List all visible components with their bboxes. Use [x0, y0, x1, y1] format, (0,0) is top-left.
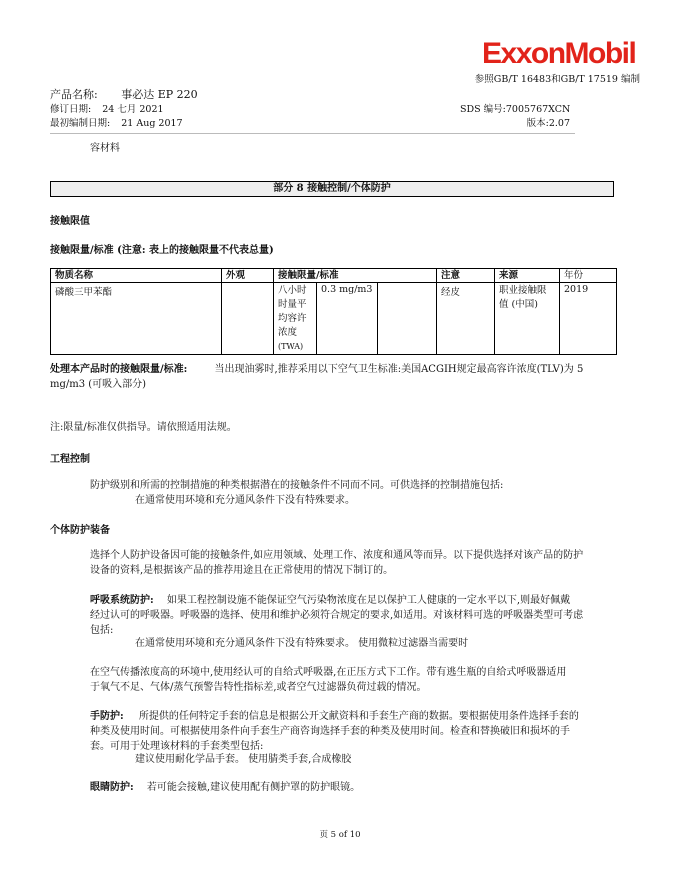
- cell-form: [222, 283, 274, 355]
- cell-limit-value: 0.3 mg/m3: [317, 283, 378, 355]
- eye-label: 眼睛防护:: [90, 782, 134, 793]
- exposure-limits-table: [50, 268, 617, 355]
- continued-text-fragment: 容材料: [90, 143, 120, 154]
- hand-line: 种类及使用时间。可根据使用条件向手套生产商咨询选择手套的种类及使用时间。检查和替换破旧和损坏的手: [90, 726, 570, 737]
- version-label: 版本:: [526, 118, 549, 129]
- handling-text: 当出现油雾时,推荐采用以下空气卫生标准:美国ACGIH规定最高容许浓度(TLV)为 5: [214, 364, 584, 375]
- cell-limit-type: [274, 283, 317, 355]
- logo-wordmark: ExxonMobil: [482, 37, 636, 70]
- table-header-row: [51, 269, 617, 283]
- col-substance: 物质名称: [51, 269, 222, 283]
- hand-line: 套。可用于处理该材料的手套类型包括:: [90, 741, 264, 752]
- revision-date-label: 修订日期:: [50, 104, 92, 115]
- glove-recommendation: 建议使用耐化学品手套。 使用腈类手套,合成橡胶: [135, 754, 352, 765]
- table-row: [51, 283, 617, 355]
- respiratory-protection: [90, 593, 640, 638]
- respiratory-label: 呼吸系统防护:: [90, 595, 154, 606]
- limit-type-line: (TWA): [278, 342, 304, 351]
- ppe-heading: 个体防护装备: [50, 525, 110, 536]
- col-note: 注意: [437, 269, 495, 283]
- header-divider: [50, 133, 575, 134]
- section-8-title: 部分 8 接触控制/个体防护: [50, 181, 614, 197]
- standards-reference: 参照GB/T 16483和GB/T 17519 编制: [474, 74, 640, 85]
- source-line: 职业接触限: [499, 285, 547, 296]
- product-name-label: 产品名称:: [50, 88, 98, 101]
- cell-note: 经皮: [437, 283, 495, 355]
- engineering-text: 防护级别和所需的控制措施的种类根据潜在的接触条件不同而不同。可供选择的控制措施包括:: [90, 480, 504, 491]
- limits-note: 注:限量/标准仅供指导。请依照适用法规。: [50, 422, 237, 433]
- handling-line-1: [50, 362, 635, 377]
- handling-label: 处理本产品时的接触限量/标准:: [50, 364, 188, 375]
- resp-line: [90, 593, 640, 608]
- product-name-value: 事必达 EP 220: [121, 88, 198, 101]
- eye-text: 若可能会接触,建议使用配有侧护罩的防护眼镜。: [146, 782, 361, 793]
- first-edition-date-label: 最初编制日期:: [50, 118, 111, 129]
- limit-type-line: 浓度: [278, 327, 298, 338]
- exxonmobil-logo: [482, 36, 642, 70]
- hand-text: 所提供的任何特定手套的信息是根据公开文献资料和手套生产商的数据。要根据使用条件选择手套的: [138, 711, 579, 722]
- eye-protection: [90, 780, 640, 795]
- exposure-limits-heading: 接触限值: [50, 216, 90, 227]
- source-line: 值 (中国): [499, 299, 538, 310]
- product-name: [50, 86, 198, 102]
- respiratory-recommendation: 在通常使用环境和充分通风条件下没有特殊要求。 使用微粒过滤器当需要时: [135, 638, 469, 649]
- resp-line: 包括:: [90, 625, 114, 636]
- sds-number: [460, 101, 570, 115]
- page-number: 页 5 of 10: [319, 830, 361, 840]
- sds-number-value: 7005767XCN: [505, 104, 571, 115]
- respiratory-text: 如果工程控制设施不能保证空气污染物浓度在足以保护工人健康的一定水平以下,则最好佩戴: [166, 595, 571, 606]
- version-value: 2.07: [548, 118, 570, 129]
- logo-graphic: [482, 36, 642, 70]
- col-form: 外观: [222, 269, 274, 283]
- col-year: 年份: [560, 269, 617, 283]
- limit-type-line: 均容许: [278, 313, 307, 324]
- handling-line-2: mg/m3 (可吸入部分): [50, 379, 147, 390]
- first-edition-date-value: 21 Aug 2017: [121, 118, 183, 129]
- airborne-paragraph: [90, 665, 640, 695]
- hand-label: 手防护:: [90, 711, 124, 722]
- col-limits: 接触限量/标准: [274, 269, 437, 283]
- airborne-line: 于氧气不足、气体/蒸气预警告特性指标差,或者空气过滤器负荷过载的情况。: [90, 682, 427, 693]
- limit-type-line: 时量平: [278, 299, 307, 310]
- cell-source: [495, 283, 560, 355]
- hand-protection: [90, 709, 640, 754]
- first-edition-date: [50, 115, 183, 129]
- ppe-intro-line: 设备的资料,是根据该产品的推荐用途且在正常使用的情况下制订的。: [90, 565, 394, 576]
- resp-line: 经过认可的呼吸器。呼吸器的选择、使用和维护必须符合规定的要求,如适用。对该材料可选的呼吸器类型可考虑: [90, 610, 584, 621]
- version: [527, 115, 570, 129]
- sds-number-label: SDS 编号:: [460, 104, 506, 115]
- engineering-text-2: 在通常使用环境和充分通风条件下没有特殊要求。: [135, 495, 355, 506]
- hand-line: [90, 709, 640, 724]
- revision-date-value: 24 七月 2021: [102, 104, 164, 115]
- ppe-intro-line: 选择个人防护设备因可能的接触条件,如应用领域、处理工作、浓度和通风等而异。以下提供选择对该产品的防护: [90, 550, 584, 561]
- cell-limit-extra: [378, 283, 437, 355]
- handling-limits-paragraph: [50, 362, 635, 392]
- cell-substance: 磷酸三甲苯酯: [51, 283, 222, 355]
- cell-year: 2019: [560, 283, 617, 355]
- airborne-line: 在空气传播浓度高的环境中,使用经认可的自给式呼吸器,在正压方式下工作。带有逃生瓶的自给式呼吸器适用: [90, 667, 567, 678]
- exposure-limits-subheading: 接触限量/标准 (注意: 表上的接触限量不代表总量): [50, 245, 274, 256]
- ppe-intro: [90, 548, 640, 578]
- col-source: 来源: [495, 269, 560, 283]
- revision-date: [50, 101, 164, 115]
- engineering-controls-heading: 工程控制: [50, 454, 90, 465]
- limit-type-line: 八小时: [278, 285, 307, 296]
